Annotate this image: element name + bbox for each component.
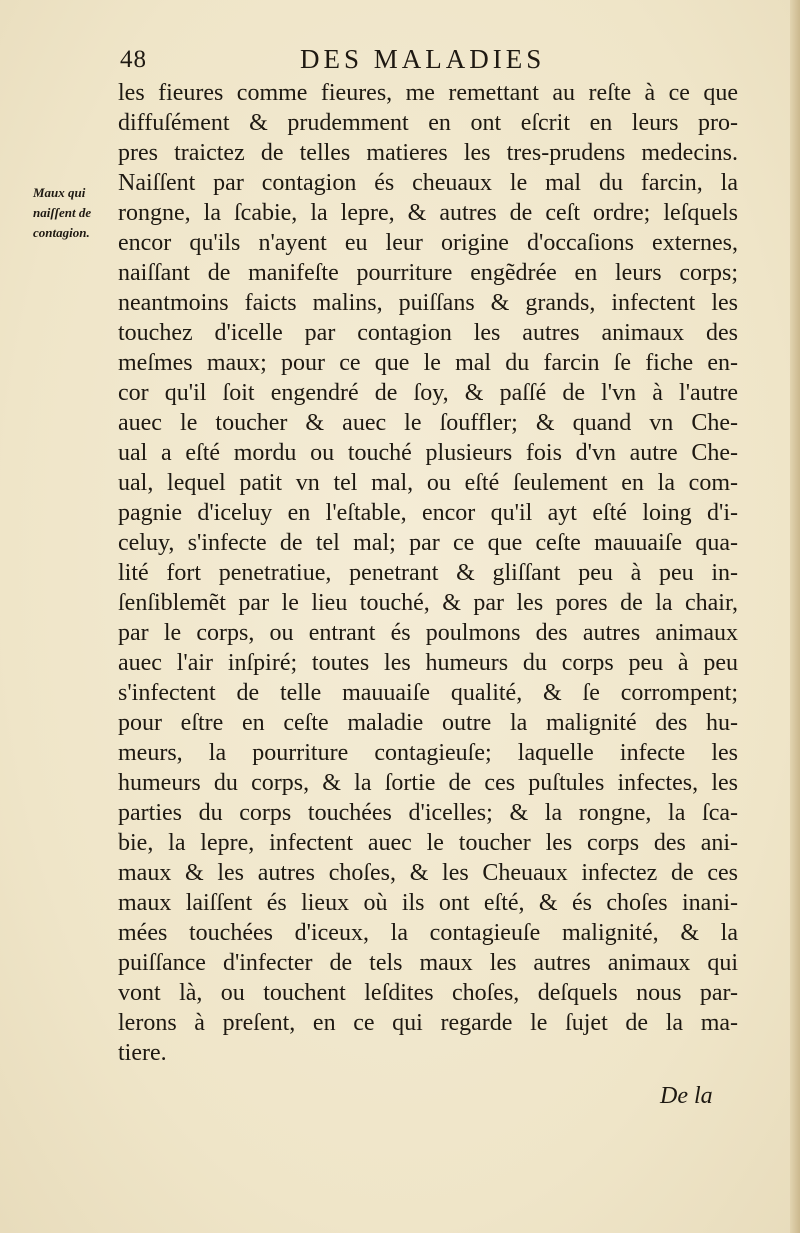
text-line: meurs, la pourriture contagieuſe; laquelle infecte les [118,740,738,766]
running-head: DES MALADIES [300,44,546,74]
text-line: pagnie d'iceluy en l'eſtable, encor qu'il ayt eſté loing d'i- [118,500,738,526]
text-line: ſenſiblemẽt par le lieu touché, & par les pores de la chair, [118,590,738,616]
text-line: celuy, s'infecte de tel mal; par ce que ceſte mauuaiſe qua- [118,530,738,556]
body-text [118,78,738,1068]
margin-note-line: contagion. [33,225,90,240]
text-line: auec le toucher & auec le ſouffler; & quand vn Che- [118,410,738,436]
text-line: ual, lequel patit vn tel mal, ou eſté ſeulement en la com- [118,470,738,496]
text-line: ual a eſté mordu ou touché plusieurs fois d'vn autre Che- [118,440,738,466]
text-line: meſmes maux; pour ce que le mal du farcin ſe fiche en- [118,350,738,376]
text-line: par le corps, ou entrant és poulmons des autres animaux [118,620,738,646]
text-line: tiere. [118,1040,167,1066]
page-number: 48 [120,46,147,73]
text-line: neantmoins faicts malins, puiſſans & grands, infectent les [118,290,738,316]
page-edge [790,0,800,1233]
text-line: auec l'air inſpiré; toutes les humeurs du corps peu à peu [118,650,738,676]
margin-note-line: Maux qui [33,185,86,200]
text-line: parties du corps touchées d'icelles; & la rongne, la ſca- [118,800,738,826]
text-line: pres traictez de telles matieres les tres-prudens medecins. [118,140,738,166]
text-line: cor qu'il ſoit engendré de ſoy, & paſſé de l'vn à l'autre [118,380,738,406]
text-line: Naiſſent par contagion és cheuaux le mal du farcin, la [118,170,738,196]
text-line: rongne, la ſcabie, la lepre, & autres de ceſt ordre; leſquels [118,200,738,226]
text-line: s'infectent de telle mauuaiſe qualité, & ſe corrompent; [118,680,738,706]
text-line: humeurs du corps, & la ſortie de ces puſtules infectes, les [118,770,738,796]
text-line: maux laiſſent és lieux où ils ont eſté, & és choſes inani- [118,890,738,916]
text-line: naiſſant de manifeſte pourriture engẽdrée en leurs corps; [118,260,738,286]
text-line: pour eſtre en ceſte maladie outre la malignité des hu- [118,710,738,736]
text-line: diffuſément & prudemment en ont eſcrit en leurs pro- [118,110,738,136]
margin-note-line: naiſſent de [33,205,92,220]
margin-note [33,183,121,243]
text-line: lerons à preſent, en ce qui regarde le ſujet de la ma- [118,1010,738,1036]
text-line: puiſſance d'infecter de tels maux les autres animaux qui [118,950,738,976]
catchword: De la [660,1083,713,1109]
text-line: mées touchées d'iceux, la contagieuſe malignité, & la [118,920,738,946]
text-line: encor qu'ils n'ayent eu leur origine d'occaſions externes, [118,230,738,256]
text-line: les fieures comme fieures, me remettant au reſte à ce que [118,80,738,106]
text-line: lité fort penetratiue, penetrant & gliſſant peu à peu in- [118,560,738,586]
text-line: touchez d'icelle par contagion les autres animaux des [118,320,738,346]
text-line: vont là, ou touchent leſdites choſes, deſquels nous par- [118,980,738,1006]
text-line: bie, la lepre, infectent auec le toucher les corps des ani- [118,830,738,856]
text-line: maux & les autres choſes, & les Cheuaux infectez de ces [118,860,738,886]
